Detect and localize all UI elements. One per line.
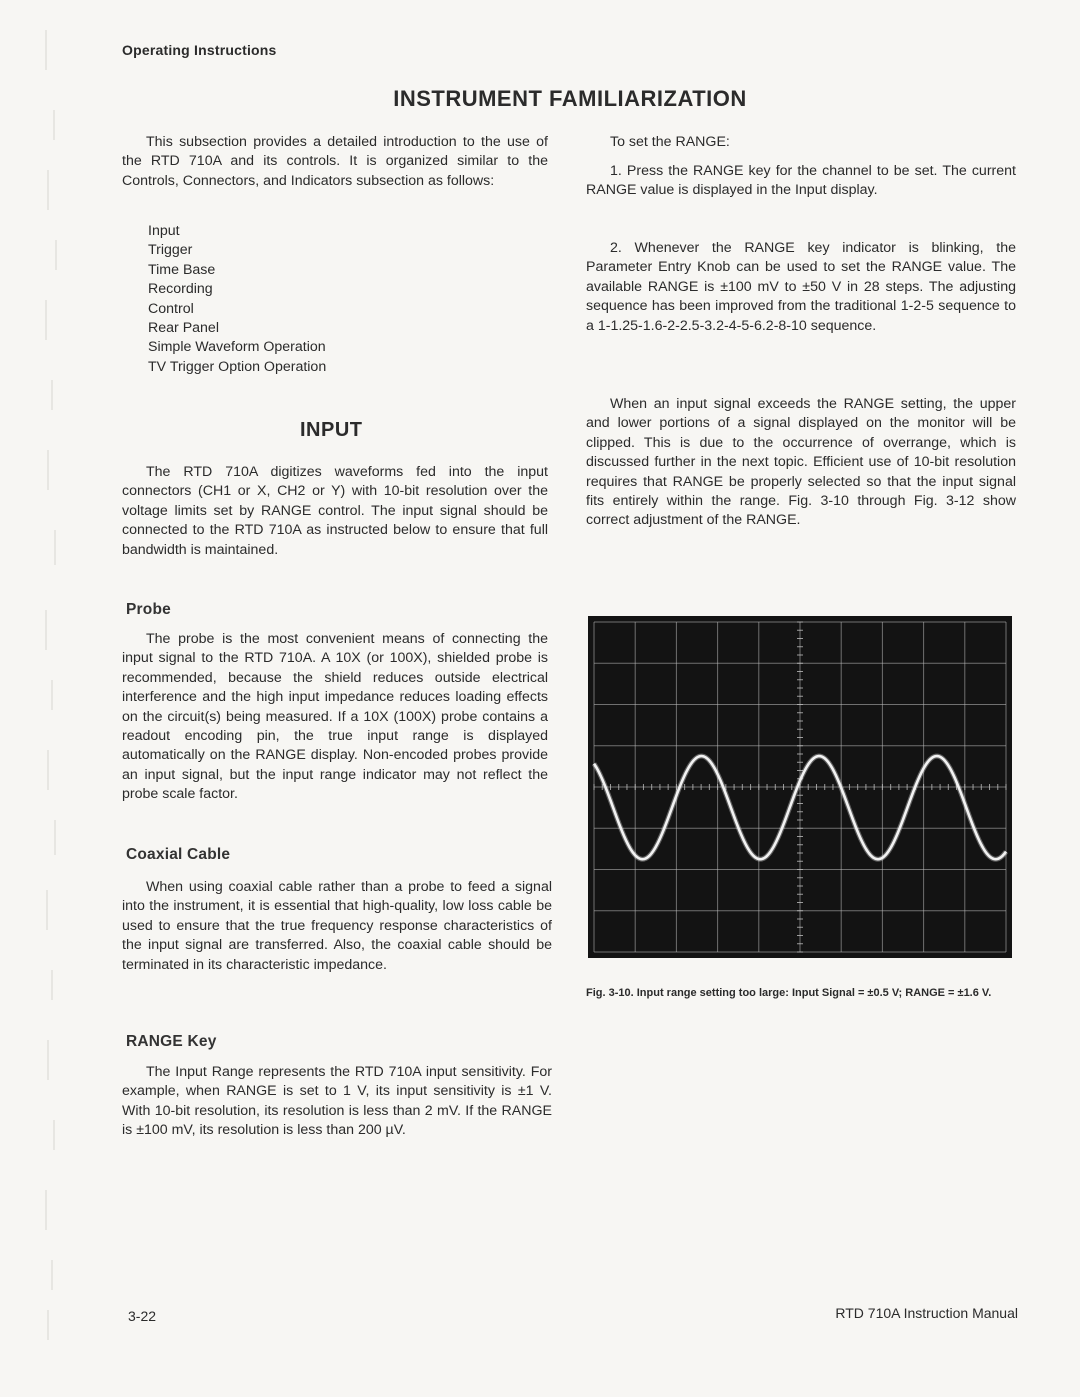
input-paragraph: The RTD 710A digitizes waveforms fed into the input connectors (CH1 or X, CH2 or Y) with 10-bit resolution over the voltage limits set by RANGE control. The input signal should be connected to the RTD 710A as instructed below to ensure that full bandwidth is maintained. [122,464,548,558]
running-head: Operating Instructions [122,42,277,58]
step-2-paragraph: 2. Whenever the RANGE key indicator is blinking, the Parameter Entry Knob can be used to set the RANGE value. The available RANGE is ±100 mV to ±50 V in 28 steps. The adjusting sequence has been improved from the traditional 1-2-5 sequence to a 1-1.25-1.6-2-2.5-3.2-4-5-6.2-8-10 sequence. [586,240,1016,334]
coaxial-cable-paragraph: When using coaxial cable rather than a probe to feed a signal into the instrument, it is essential that high-quality, low loss cable be used to ensure that the true frequency response characteristics of the input signal are transferred. Also, the coaxial cable should be terminated in its characteristic impedance. [122,879,552,973]
probe-heading: Probe [126,601,171,618]
range-key-heading: RANGE Key [126,1033,217,1050]
oscilloscope-display [588,616,1012,958]
input-heading: INPUT [300,419,363,441]
step-1-paragraph: 1. Press the RANGE key for the channel to be set. The current RANGE value is displayed in the Input display. [586,163,1016,199]
range-key-paragraph: The Input Range represents the RTD 710A input sensitivity. For example, when RANGE is set to 1 V, its input sensitivity is ±1 V. With 10-bit resolution, its resolution is less than 2 mV. If the RANGE is ±100 mV, its resolution is less than 200 µV. [122,1064,552,1139]
set-range-line: To set the RANGE: [610,134,730,150]
list-item: Input [148,223,180,239]
manual-title: RTD 710A Instruction Manual [835,1305,1018,1321]
intro-paragraph: This subsection provides a detailed introduction to the use of the RTD 710A and its controls. It is organized similar to the Controls, Connectors, and Indicators subsection as follows: [122,134,548,189]
page-number: 3-22 [128,1308,157,1324]
topics-list [148,222,326,377]
page-title: INSTRUMENT FAMILIARIZATION [393,86,747,111]
overrange-paragraph: When an input signal exceeds the RANGE setting, the upper and lower portions of a signal displayed on the monitor will be clipped. This is due to the occurrence of overrange, which is discussed further in the next topic. Efficient use of 10-bit resolution requires that RANGE be properly selected so that the input signal fits entirely within the range. Fig. 3-10 through Fig. 3-12 show correct adjustment of the RANGE. [586,396,1016,529]
list-item: Recording [148,281,213,298]
list-item: Simple Waveform Operation [148,339,326,356]
oscilloscope-figure [588,616,1012,958]
probe-paragraph: The probe is the most convenient means of connecting the input signal to the RTD 710A. A 10X (or 100X), shielded probe is recommended, because the shield reduces outside electrical interference and the high input impedance reduces loading effects on the circuit(s) being measured. If a 10X (100X) probe contains a readout encoding pin, the true input range is displayed automatically on the RANGE display. Non-encoded probes provide an input signal, but the input range indicator may not reflect the probe scale factor. [122,631,548,803]
figure-caption: Fig. 3-10. Input range setting too large: Input Signal = ±0.5 V; RANGE = ±1.6 V. [586,987,992,999]
list-item: TV Trigger Option Operation [148,358,327,375]
scan-margin-marks [40,20,70,1350]
list-item: Time Base [148,261,216,278]
coaxial-cable-heading: Coaxial Cable [126,846,231,863]
list-item: Rear Panel [148,320,219,337]
list-item: Trigger [148,242,193,259]
list-item: Control [148,300,194,317]
